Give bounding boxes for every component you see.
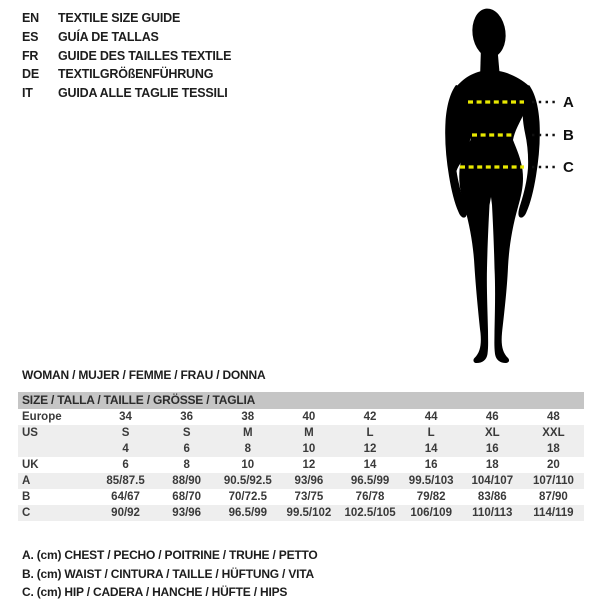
language-row-it <box>22 84 231 103</box>
language-list <box>22 9 231 102</box>
legend-hip: C. (cm) HIP / CADERA / HANCHE / HÜFTE / HIPS <box>22 585 288 599</box>
table-cell: XL <box>484 427 500 439</box>
table-cell: 12 <box>363 443 377 455</box>
section-title: WOMAN / MUJER / FEMME / FRAU / DONNA <box>22 368 266 382</box>
table-cell: 34 <box>119 411 132 423</box>
row-label: A <box>22 475 31 487</box>
table-cell: 12 <box>302 459 316 471</box>
table-cell: 96.5/99 <box>350 475 390 487</box>
table-cell: 48 <box>547 411 560 423</box>
language-row-fr <box>22 46 231 65</box>
table-row-europe <box>18 409 584 425</box>
row-label: Europe <box>22 411 62 423</box>
legend-chest: A. (cm) CHEST / PECHO / POITRINE / TRUHE / PETTO <box>22 548 318 562</box>
table-cell: 16 <box>485 443 499 455</box>
table-cell: 36 <box>180 411 194 423</box>
table-cell: 85/87.5 <box>106 475 145 487</box>
language-label: TEXTILGRÖßENFÜHRUNG <box>58 67 214 82</box>
language-label: GUÍA DE TALLAS <box>58 30 159 45</box>
table-cell: 6 <box>122 459 129 471</box>
language-row-de <box>22 65 231 84</box>
language-label: GUIDA ALLE TAGLIE TESSILI <box>58 86 228 101</box>
row-label: C <box>22 507 31 519</box>
table-cell: 18 <box>547 443 560 455</box>
table-cell: 99.5/102 <box>286 507 332 519</box>
language-code: DE <box>22 67 39 82</box>
table-cell: 10 <box>302 443 316 455</box>
table-cell: M <box>304 427 314 439</box>
hip-label: C <box>563 159 574 176</box>
table-row-uk <box>18 457 584 473</box>
table-cell: 83/86 <box>477 491 507 503</box>
row-label: US <box>22 427 38 439</box>
table-cell: S <box>182 427 191 439</box>
language-row-en <box>22 9 231 28</box>
table-cell: S <box>121 427 130 439</box>
table-cell: 44 <box>424 411 438 423</box>
language-code: EN <box>22 11 39 26</box>
table-cell: 96.5/99 <box>228 507 267 519</box>
language-code: FR <box>22 48 39 63</box>
language-code: ES <box>22 30 39 45</box>
table-cell: 110/113 <box>472 507 513 519</box>
language-row-es <box>22 28 231 47</box>
legend-waist: B. (cm) WAIST / CINTURA / TAILLE / HÜFTUNG / VITA <box>22 566 314 581</box>
row-label <box>18 441 95 457</box>
table-cell: L <box>366 427 374 439</box>
language-label: GUIDE DES TAILLES TEXTILE <box>58 48 232 63</box>
language-label: TEXTILE SIZE GUIDE <box>58 11 181 26</box>
table-cell: 99.5/103 <box>408 475 454 487</box>
table-row-us-letter <box>18 425 584 441</box>
size-table <box>18 392 584 521</box>
table-cell: 8 <box>244 443 252 455</box>
table-cell: L <box>427 427 435 439</box>
table-cell: 10 <box>241 459 255 471</box>
table-cell: M <box>243 427 253 439</box>
table-cell: 106/109 <box>410 507 452 519</box>
chest-label: A <box>563 94 574 111</box>
table-cell: 6 <box>183 443 190 455</box>
table-cell: 114/119 <box>533 507 574 519</box>
row-label: B <box>22 491 31 503</box>
table-cell: 38 <box>241 411 255 423</box>
table-cell: 90/92 <box>111 507 140 519</box>
table-cell: 4 <box>122 443 129 455</box>
table-row-us-numeric <box>18 441 584 457</box>
table-cell: 8 <box>183 459 190 471</box>
table-cell: 20 <box>547 459 560 471</box>
table-cell: 18 <box>485 459 499 471</box>
table-cell: 42 <box>363 411 377 423</box>
table-cell: 93/96 <box>172 507 202 519</box>
row-label: UK <box>22 459 39 471</box>
table-cell: 68/70 <box>172 491 202 503</box>
table-cell: 64/67 <box>111 491 140 503</box>
table-cell: 46 <box>485 411 499 423</box>
table-cell: 14 <box>424 443 438 455</box>
table-cell: 70/72.5 <box>228 491 267 503</box>
table-row-chest-a <box>18 473 584 489</box>
measurement-figure <box>398 0 600 380</box>
language-code: IT <box>22 86 33 101</box>
woman-silhouette <box>445 7 540 363</box>
table-cell: 88/90 <box>172 475 202 487</box>
table-cell: 102.5/105 <box>344 507 396 519</box>
table-row-hip-c <box>18 505 584 521</box>
table-cell: 107/110 <box>532 475 574 487</box>
table-cell: 16 <box>424 459 438 471</box>
table-cell: 104/107 <box>471 475 514 487</box>
table-cell: 87/90 <box>539 491 568 503</box>
waist-label: B <box>563 127 574 144</box>
table-cell: 73/75 <box>294 491 324 503</box>
table-cell: XXL <box>542 427 565 439</box>
table-row-waist-b <box>18 489 584 505</box>
measure-labels <box>563 94 574 176</box>
table-cell: 76/78 <box>355 491 385 503</box>
table-cell: 93/96 <box>294 475 324 487</box>
measurement-legend <box>22 546 318 600</box>
table-cell: 14 <box>363 459 377 471</box>
table-cell: 79/82 <box>416 491 446 503</box>
table-cell: 90.5/92.5 <box>223 475 272 487</box>
table-cell: 40 <box>302 411 316 423</box>
size-table-header: SIZE / TALLA / TAILLE / GRÖSSE / TAGLIA <box>18 392 584 409</box>
